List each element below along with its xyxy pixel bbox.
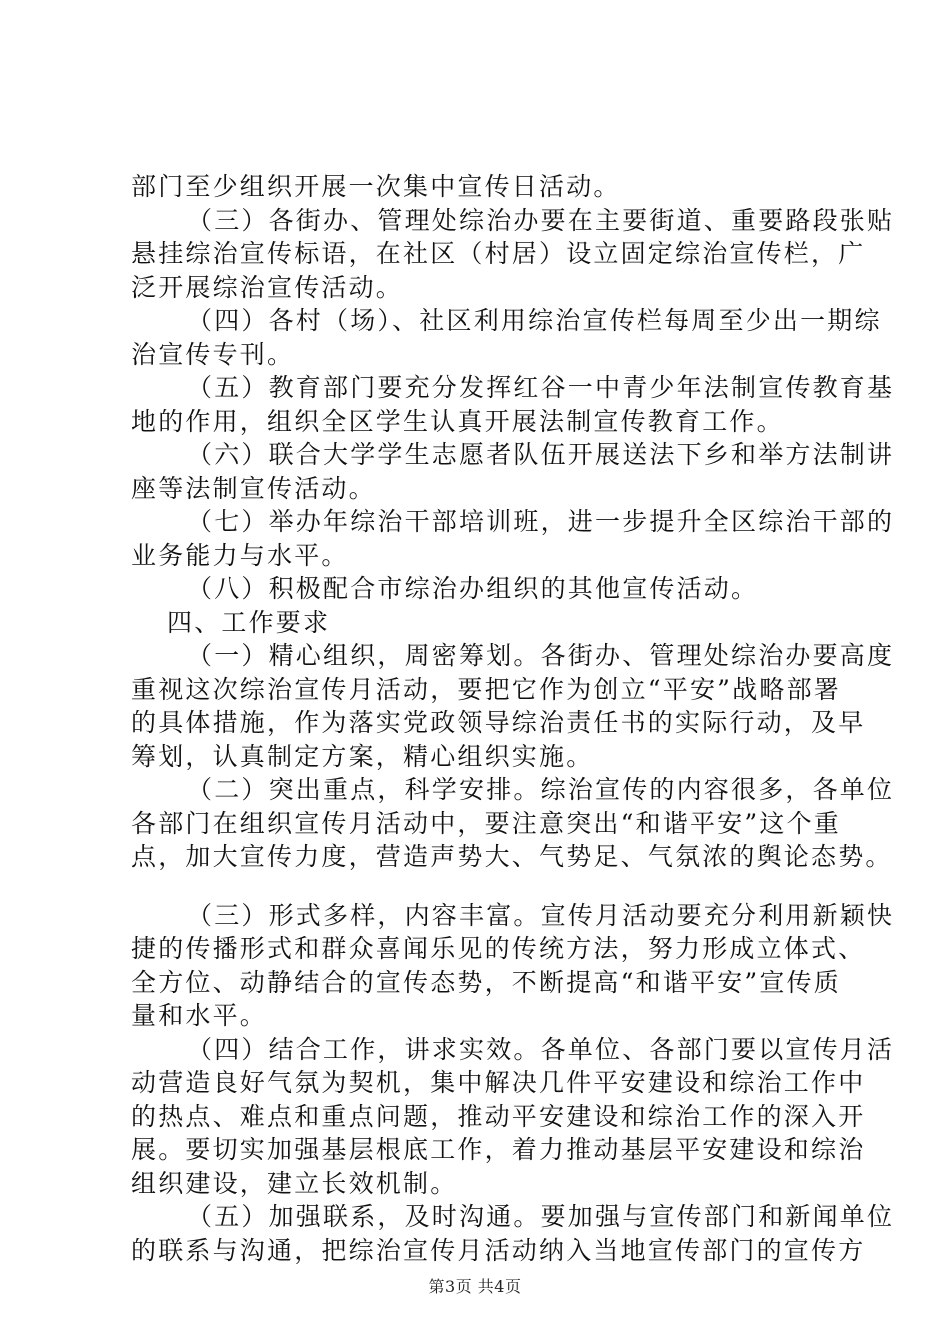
paragraph-line: 重视这次综治宣传月活动，要把它作为创立“平安”战略部署 [131,674,841,704]
paragraph-line: （五）教育部门要充分发挥红谷一中青少年法制宣传教育基 [187,373,895,402]
paragraph-line: 部门至少组织开展一次集中宣传日活动。 [131,172,621,201]
paragraph-line: 的具体措施，作为落实党政领导综治责任书的实际行动，及早 [131,708,866,737]
paragraph-line: （三）形式多样，内容丰富。宣传月活动要充分利用新颖快 [187,900,895,930]
paragraph-line: 地的作用，组织全区学生认真开展法制宣传教育工作。 [131,406,784,436]
paragraph-line: 全方位、动静结合的宣传态势，不断提高“和谐平安”宣传质 [131,967,841,997]
paragraph-line: （八）积极配合市综治办组织的其他宣传活动。 [187,574,759,603]
document-body [131,170,895,1267]
paragraph-line: 点，加大宣传力度，营造声势大、气势足、气氛浓的舆论态势。 [131,842,893,871]
paragraph-line: 量和水平。 [131,1001,268,1030]
paragraph-line: 的联系与沟通，把综治宣传月活动纳入当地宣传部门的宣传方 [131,1235,866,1265]
paragraph-line: （四）结合工作，讲求实效。各单位、各部门要以宣传月活 [187,1034,895,1064]
paragraph-line: 组织建设，建立长效机制。 [131,1168,458,1198]
paragraph-line: （七）举办年综治干部培训班，进一步提升全区综治干部的 [187,507,895,536]
paragraph-line: 各部门在组织宣传月活动中，要注意突出“和谐平安”这个重 [131,808,841,838]
paragraph-line: 悬挂综治宣传标语，在社区（村居）设立固定综治宣传栏，广 [131,239,866,268]
paragraph-line: （六）联合大学学生志愿者队伍开展送法下乡和举方法制讲 [187,440,895,469]
paragraph-line: （五）加强联系，及时沟通。要加强与宣传部门和新闻单位 [187,1202,895,1231]
paragraph-line: （三）各街办、管理处综治办要在主要街道、重要路段张贴 [187,205,895,235]
paragraph-spacer [131,874,831,899]
paragraph-line: （四）各村（场）、社区利用综治宣传栏每周至少出一期综 [187,306,882,335]
paragraph-line: （二）突出重点，科学安排。综治宣传的内容很多，各单位 [187,775,895,804]
paragraph-line: 座等法制宣传活动。 [131,473,376,503]
page-footer: 第3页 共4页 [428,1277,522,1296]
paragraph-line: 动营造良好气氛为契机，集中解决几件平安建设和综治工作中 [131,1068,866,1097]
paragraph-line: （一）精心组织，周密筹划。各街办、管理处综治办要高度 [187,641,895,670]
paragraph-line: 的热点、难点和重点问题，推动平安建设和综治工作的深入开 [131,1101,866,1131]
section-heading: 四、工作要求 [167,607,331,637]
paragraph-line: 捷的传播形式和群众喜闻乐见的传统方法，努力形成立体式、 [131,934,866,963]
paragraph-line: 展。要切实加强基层根底工作，着力推动基层平安建设和综治 [131,1135,866,1164]
paragraph-line: 泛开展综治宣传活动。 [131,272,404,302]
paragraph-line: 治宣传专刊。 [131,339,295,369]
paragraph-line: 业务能力与水平。 [131,540,349,570]
paragraph-line: 筹划，认真制定方案，精心组织实施。 [131,741,594,771]
